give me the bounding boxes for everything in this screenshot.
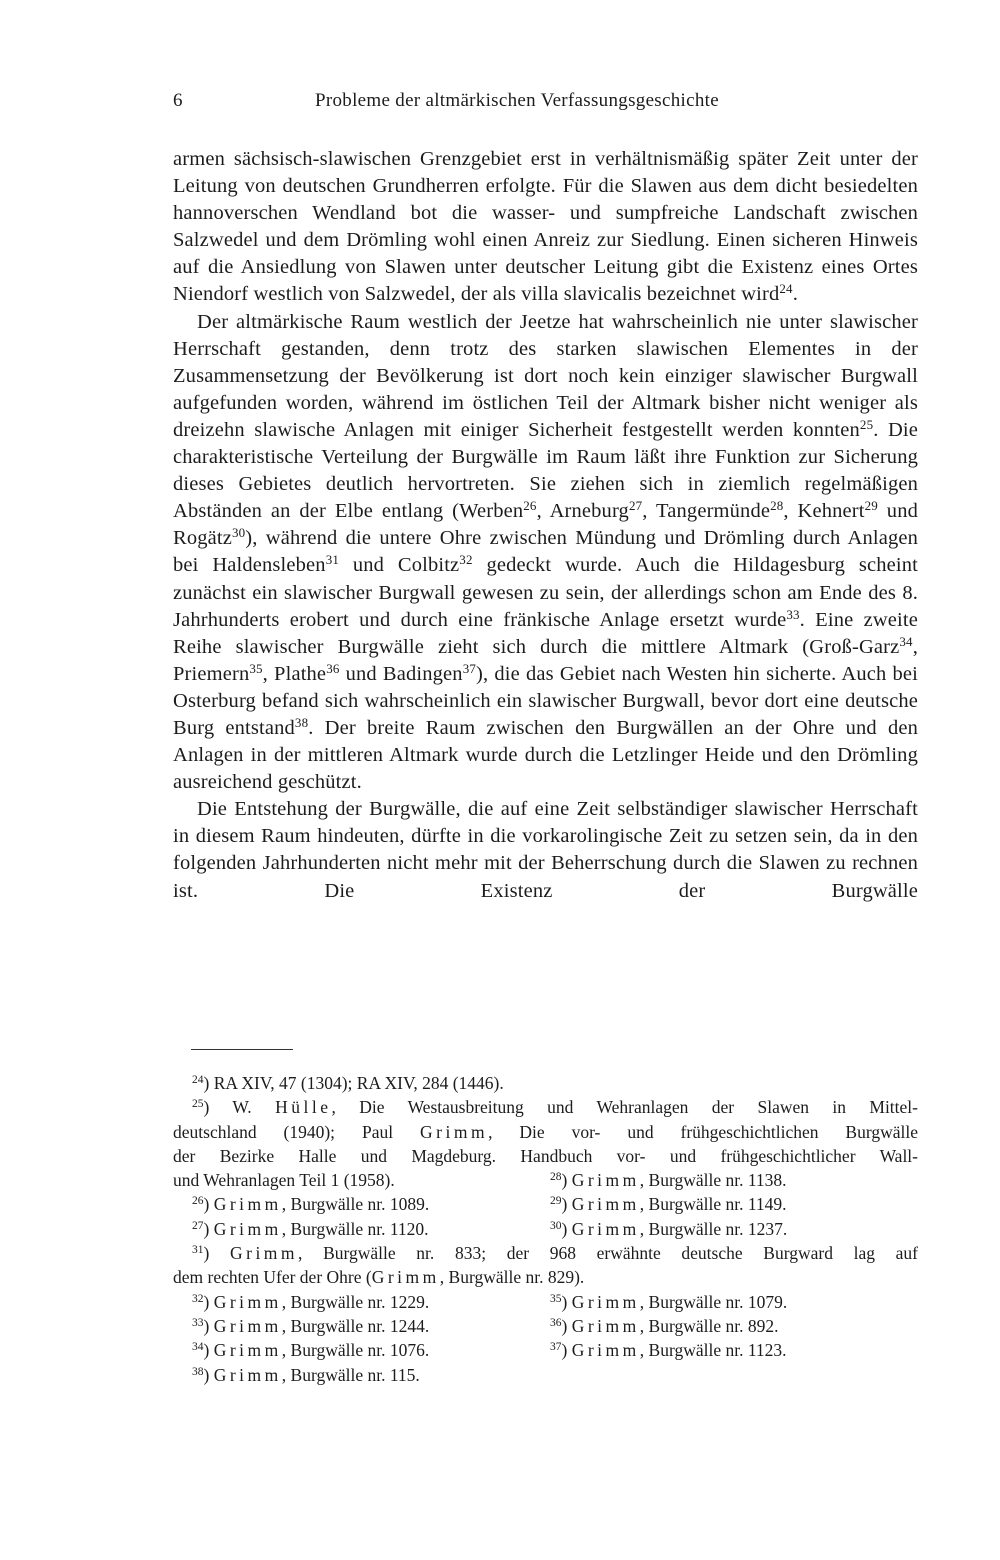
page-header: [173, 90, 918, 120]
page-number: 6: [173, 90, 183, 111]
footnote-31: $^{31}$) Grimm, Burgwälle nr. 833; der 968 erwähnte deutsche Burgward lag auf: [192, 1243, 918, 1264]
footnote-ref-28: 28: [770, 498, 784, 514]
footnote-ref-26: 26: [523, 498, 537, 514]
footnote-ref-37: 37: [462, 660, 477, 676]
footnote-25: $^{25}$) W. Hülle, Die Westausbreitung und Wehranlagen der Slawen in Mittel-: [192, 1097, 918, 1118]
footnote-ref-24: 24: [779, 281, 793, 297]
footnote-32: $^{32}$) Grimm, Burgwälle nr. 1229.: [192, 1291, 430, 1312]
paragraph-2: Der altmärkische Raum westlich der Jeetze hat wahrscheinlich nie unter slawischer Herrschaft gestanden, denn trotz des starken slawischen Elementes in der Zusammensetzung der Bevölkerung ist dort noch kein einziger slawischer Burgwall aufgefunden worden, während im östlichen Teil der Altmark bisher nicht weniger als dreizehn slawische Anlagen mit einiger Sicherheit festgestellt werden konnten$^{25}$. Die charakteristische Verteilung der Burgwälle im Raum läßt ihre Funktion zur Sicherung dieses Gebietes deutlich hervortreten. Sie ziehen sich in ziemlich regelmäßigen Abständen an der Elbe entlang (Werben$^{26}$, Arneburg$^{27}$, Tangermünde$^{28}$, Kehnert$^{29}$ und Rogätz$^{30}$), während die untere Ohre zwischen Mündung und Drömling durch Anlagen bei Haldensleben$^{31}$ und Colbitz$^{32}$ gedeckt wurde. Auch die Hildagesburg scheint zunächst ein slawischer Burgwall gewesen zu sein, der allerdings schon am Ende des 8. Jahrhunderts erobert und durch eine fränkische Anlage ersetzt wurde$^{33}$. Eine zweite Reihe slawischer Burgwälle zieht sich durch die mittlere Altmark (Groß-Garz$^{34}$, Priemern$^{35}$, Plathe$^{36}$ und Badingen$^{37}$), die das Gebiet nach Westen hin sicherte. Auch bei Osterburg befand sich wahrscheinlich ein slawischer Burgwall, bevor dort eine deutsche Burg entstand$^{38}$. Der breite Raum zwischen den Burgwällen an der Ohre und den Anlagen in der mittleren Altmark wurde durch die Letzlinger Heide und den Drömling ausreichend geschützt.: [173, 310, 919, 794]
footnote-separator: [191, 1049, 293, 1050]
footnote-ref-32: 32: [459, 552, 473, 568]
paragraph-1: armen sächsisch-slawischen Grenzgebiet erst in verhältnismäßig später Zeit unter der Leitung von deutschen Grundherren erfolgte. Für die Slawen aus dem dicht besiedelten hannoverschen Wendland bot die wasser- und sumpfreiche Landschaft zwischen Salzwedel und dem Drömling wohl einen Anreiz zur Siedlung. Einen sicheren Hinweis auf die Ansiedlung von Slawen unter deutscher Leitung gibt die Existenz eines Ortes Niendorf westlich von Salzwedel, der als villa slavicalis bezeichnet wird$^{24}$.: [173, 148, 918, 306]
footnote-35: $^{35}$) Grimm, Burgwälle nr. 1079.: [550, 1291, 788, 1312]
footnote-34: $^{34}$) Grimm, Burgwälle nr. 1076.: [192, 1340, 430, 1361]
paragraph-3: Die Entstehung der Burgwälle, die auf eine Zeit selbständiger slawischer Herrschaft in diesem Raum hindeuten, dürfte in die vorkarolingische Zeit zu setzen sein, da in den folgenden Jahrhunderten nicht mehr mit der Beherrschung durch die Slawen zu rechnen ist. Die Existenz der Burgwälle: [173, 798, 918, 902]
running-title: Probleme der altmärkischen Verfassungsgeschichte: [315, 90, 719, 111]
footnote-ref-34: 34: [899, 633, 913, 649]
footnote-24: $^{24}$) RA XIV, 47 (1304); RA XIV, 284 (1446).: [192, 1073, 504, 1093]
footnote-ref-33: 33: [786, 606, 800, 622]
footnote-ref-25: 25: [859, 416, 874, 432]
footnote-27: $^{27}$) Grimm, Burgwälle nr. 1120.: [192, 1218, 429, 1239]
footnote-ref-30: 30: [231, 525, 246, 541]
footnote-ref-31: 31: [325, 552, 340, 568]
footnotes: $^{24}$) RA XIV, 47 (1304); RA XIV, 284 (1446). $^{25}$) W. Hülle, Die Westausbreitung und Wehranlagen der Slawen in Mittel- deutschland (1940); Paul Grimm, Die vor- und frühgeschichtlichen Burgwälle der Bezirke Halle und Magdeburg. Handbuch vor- und frühgeschichtlicher Wall- und Wehranlagen Teil 1 (1958). $^{28}$) Grimm, Burgwälle nr. 1138. $^{26}$) Grimm, Burgwälle nr. 1089. $^{29}$) Grimm, Burgwälle nr. 1149. $^{27}$) Grimm, Burgwälle nr. 1120. $^{30}$) Grimm, Burgwälle nr. 1237. $^{31}$) Grimm, Burgwälle nr. 833; der 968 erwähnte deutsche Burgward lag auf dem rechten Ufer der Ohre (Grimm, Burgwälle nr. 829). $^{32}$) Grimm, Burgwälle nr. 1229. $^{35}$) Grimm, Burgwälle nr. 1079. $^{33}$) Grimm, Burgwälle nr. 1244. $^{36}$) Grimm, Burgwälle nr. 892. $^{34}$) Grimm, Burgwälle nr. 1076. $^{37}$) Grimm, Burgwälle nr. 1123. $^{38}$) Grimm, Burgwälle nr. 115.: [192, 1071, 918, 1387]
footnote-ref-29: 29: [864, 498, 878, 514]
main-text: [173, 146, 918, 905]
footnote-ref-35: 35: [249, 660, 263, 676]
footnote-38: $^{38}$) Grimm, Burgwälle nr. 115.: [192, 1364, 420, 1385]
footnote-36: $^{36}$) Grimm, Burgwälle nr. 892.: [550, 1315, 779, 1336]
footnote-ref-36: 36: [326, 660, 340, 676]
footnote-28: $^{28}$) Grimm, Burgwälle nr. 1138.: [550, 1170, 787, 1191]
footnote-33: $^{33}$) Grimm, Burgwälle nr. 1244.: [192, 1315, 430, 1336]
footnote-29: $^{29}$) Grimm, Burgwälle nr. 1149.: [550, 1194, 787, 1215]
footnote-37: $^{37}$) Grimm, Burgwälle nr. 1123.: [550, 1340, 787, 1361]
footnote-30: $^{30}$) Grimm, Burgwälle nr. 1237.: [550, 1218, 788, 1239]
footnote-ref-27: 27: [628, 498, 643, 514]
footnote-ref-38: 38: [294, 714, 309, 730]
footnote-26: $^{26}$) Grimm, Burgwälle nr. 1089.: [192, 1194, 430, 1215]
